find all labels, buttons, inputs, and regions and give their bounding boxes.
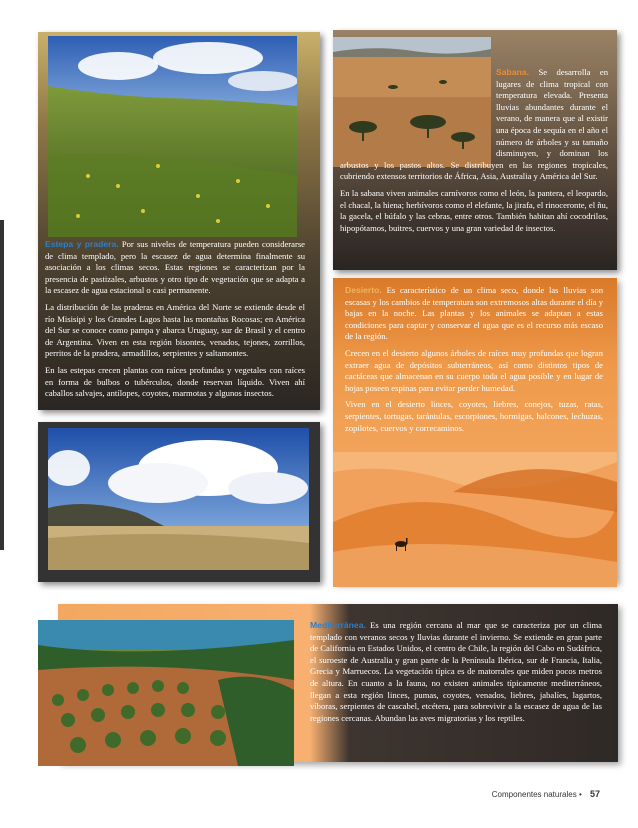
desierto-heading: Desierto. [345, 285, 382, 295]
estepa-heading: Estepa y pradera. [45, 239, 119, 249]
sabana-text [340, 67, 608, 239]
olive-grove-photo [38, 620, 294, 766]
desierto-paragraph-3: Viven en el desierto linces, coyotes, liebres, conejos, tuzas, ratas, serpientes, tortugas, tarántulas, escorpiones, hormigas, halcones, lechuzas, zopilotes, cuervos y correcaminos. [345, 399, 603, 433]
mediterranea-paragraph-1: Es una región cercana al mar que se caracteriza por un clima templado con veranos secos y lluvias durante el invierno. Se extiende en gran parte de California en Estados Unidos, el centro de Chile, la región del Cabo en Sudáfrica, el suroeste de Australia y gran parte de la Península Ibérica, sur de Francia, Italia, Grecia y Marruecos. La vegetación típica es de matorrales que miden pocos metros de altura. En cuanto a la fauna, no existen animales típicamente mediterráneos, llegan a esta región linces, pumas, coyotes, venados, liebres, jabalíes, lagartos, víboras, serpientes de cascabel, etcétera, para sobrevivir a la escasez de agua de las regiones cercanas. Abundan las aves migratorias y los reptiles. [310, 620, 602, 723]
desierto-paragraph-1: Es característico de un clima seco, donde las lluvias son escasas y los cambios de temperatura son extremosos altas durante el día y bajas en la noche. Las plantas y los animales se adaptan a estas condiciones para captar y conservar el agua que es el recurso más escaso de la región. [345, 285, 603, 342]
sabana-heading: Sabana. [496, 67, 529, 77]
sabana-paragraph-2: En la sabana viven animales carnívoros como el león, la pantera, el leopardo, el chacal, la hiena; herbívoros como el elefante, la jirafa, el rinoceronte, el ñu, la gacela, el búfalo y las cebras, entre otros. También habitan ahí cocodrilos, hipopótamos, buitres, cuervos y una gran variedad de insectos. [340, 187, 608, 233]
estepa-text [45, 239, 305, 405]
desierto-paragraph-2: Crecen en el desierto algunos árboles de raíces muy profundas que logran extraer agua de depósitos subterráneos, así como distintos tipos de cactáceas que almacenan en su cuerpo toda el agua posible y en lugar de hojas poseen espinas para evitar perder humedad. [345, 347, 603, 393]
steppe-sky-photo [48, 428, 309, 570]
page-edge-strip [0, 220, 4, 550]
prairie-photo [48, 36, 297, 237]
footer-bullet: • [578, 790, 582, 799]
desert-photo [333, 452, 617, 587]
sabana-paragraph-1: Se desarrolla en lugares de clima tropical con temperatura elevada. Presenta lluvias abundantes durante el verano, de manera que al existir una época de sequía en el año el número de árboles y su tamaño disminuyen, y dominan los arbustos y los pastos altos. Se distribuyen en las regiones tropicales, cubriendo extensos territorios de África, Asia, Australia y América del Sur. [340, 67, 608, 182]
footer-label: Componentes naturales [491, 790, 577, 799]
estepa-paragraph-2: La distribución de las praderas en América del Norte se extiende desde el río Misisipi y los Grandes Lagos hasta las montañas Rocosas; en América del Sur se conoce como pampa y abarca Uruguay, sur de Brasil y el centro de Argentina. Viven en esta región bisontes, venados, tejones, zorrillos, perritos de la pradera, armadillos, serpientes y saltamontes. [45, 301, 305, 359]
page-footer [492, 789, 600, 799]
page-number: 57 [589, 789, 600, 799]
estepa-paragraph-1: Por sus niveles de temperatura pueden considerarse de clima templado, pero la escasez de agua determina finalmente su asociación a los climas secos. Estas regiones se caracterizan por la presencia de pastizales, arbustos y otro tipo de vegetación que se adapta a la escasez de agua estacional o casi permanente. [45, 239, 305, 296]
mediterranea-heading: Mediterránea. [310, 620, 366, 630]
estepa-paragraph-3: En las estepas crecen plantas con raíces profundas y vegetales con raíces en forma de bulbos o tubérculos, donde reservan líquido. Viven ahí caballos salvajes, antílopes, coyotes, marmotas y algunos insectos. [45, 364, 305, 399]
desierto-text [345, 285, 603, 439]
mediterranea-text [310, 620, 602, 729]
